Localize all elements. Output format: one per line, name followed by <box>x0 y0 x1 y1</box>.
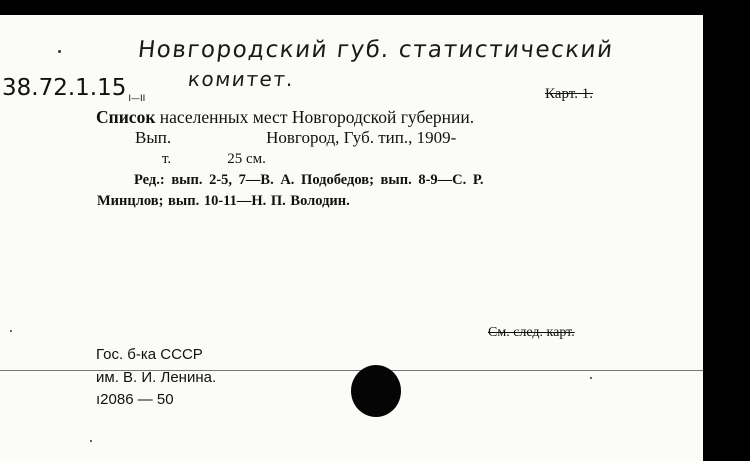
call-number-suffix: I—II <box>128 93 146 104</box>
catalog-card <box>0 15 703 461</box>
ink-speck <box>90 440 92 442</box>
ink-speck <box>590 377 592 379</box>
ink-speck <box>10 330 12 332</box>
call-number <box>2 75 145 104</box>
imprint-line <box>135 128 456 148</box>
card-number: Карт. 1. <box>545 86 593 102</box>
title-bold-word: Список <box>96 107 156 127</box>
physical-description <box>162 151 266 168</box>
library-stamp-line3: ı2086 — 50 <box>96 391 174 408</box>
ink-speck <box>58 50 61 53</box>
punch-hole <box>351 365 401 417</box>
size: 25 см. <box>227 151 266 167</box>
call-number-main: 38.72.1.15 <box>2 75 127 101</box>
title-rest: населенных мест Новгородской губернии. <box>159 107 475 127</box>
handwritten-heading-line2: комитет. <box>186 67 296 91</box>
title-line <box>96 107 474 128</box>
editors-line-2: Минцлов; вып. 10-11—Н. П. Володин. <box>97 193 350 209</box>
editors-line-1: Ред.: вып. 2-5, 7—В. А. Подобедов; вып. 8-9—С. Р. <box>134 172 484 188</box>
issue-label: Вып. <box>135 128 172 147</box>
handwritten-heading-line1: Новгородский губ. статистический <box>136 37 615 63</box>
continuation-note: См. след. карт. <box>488 325 575 340</box>
library-stamp-line1: Гос. б-ка СССР <box>96 346 203 363</box>
volume-label: т. <box>162 151 172 167</box>
imprint: Новгород, Губ. тип., 1909- <box>266 128 457 147</box>
library-stamp-line2: им. В. И. Ленина. <box>96 369 217 386</box>
